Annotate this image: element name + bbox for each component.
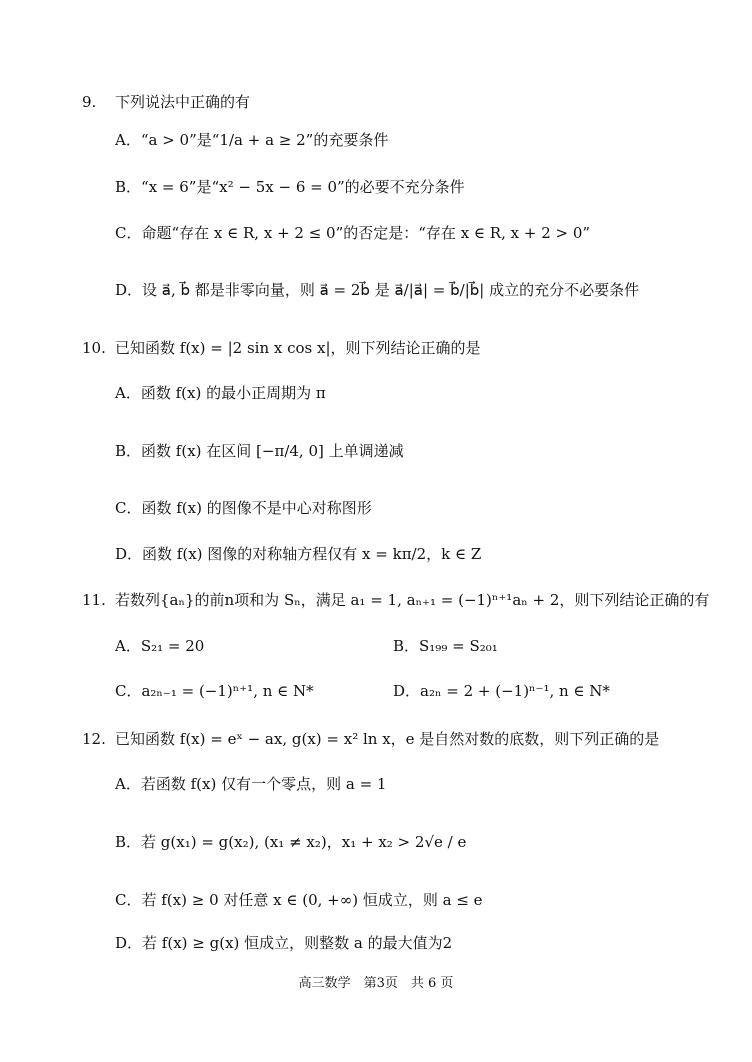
question-9-number: 9. — [82, 93, 97, 111]
question-9-stem: 下列说法中正确的有 — [115, 93, 251, 111]
question-10-option-d: D．函数 f(x) 图像的对称轴方程仅有 x = kπ/2，k ∈ Z — [115, 545, 482, 563]
question-9-option-d: D．设 a⃗, b⃗ 都是非零向量，则 a⃗ = 2b⃗ 是 a⃗/|a⃗| = b⃗/|b⃗| 成立的充分不必要条件 — [115, 281, 640, 299]
question-11-number: 11. — [82, 591, 106, 609]
question-11-option-b: B．S₁₉₉ = S₂₀₁ — [393, 637, 498, 655]
question-12-option-d: D．若 f(x) ≥ g(x) 恒成立，则整数 a 的最大值为2 — [115, 934, 453, 952]
question-9-option-c: C．命题“存在 x ∈ R, x + 2 ≤ 0”的否定是：“存在 x ∈ R, x + 2 > 0” — [115, 224, 591, 242]
question-10-option-a: A．函数 f(x) 的最小正周期为 π — [115, 384, 326, 402]
question-12-option-c: C．若 f(x) ≥ 0 对任意 x ∈ (0, +∞) 恒成立，则 a ≤ e — [115, 891, 483, 909]
question-10-option-c: C．函数 f(x) 的图像不是中心对称图形 — [115, 499, 372, 517]
question-11-option-a: A．S₂₁ = 20 — [115, 637, 205, 655]
question-10-stem: 已知函数 f(x) = |2 sin x cos x|，则下列结论正确的是 — [115, 339, 481, 357]
question-12-number: 12. — [82, 730, 106, 748]
question-11-option-d: D．a₂ₙ = 2 + (−1)ⁿ⁻¹, n ∈ N* — [393, 682, 610, 700]
question-9-option-a: A．“a > 0”是“1/a + a ≥ 2”的充要条件 — [115, 131, 389, 149]
question-10-number: 10. — [82, 339, 106, 357]
question-9-option-b: B．“x = 6”是“x² − 5x − 6 = 0”的必要不充分条件 — [115, 178, 465, 196]
question-10-option-b: B．函数 f(x) 在区间 [−π/4, 0] 上单调递减 — [115, 442, 404, 460]
question-12-option-b: B．若 g(x₁) = g(x₂), (x₁ ≠ x₂)，x₁ + x₂ > 2√e / e — [115, 833, 467, 851]
question-12-option-a: A．若函数 f(x) 仅有一个零点，则 a = 1 — [115, 775, 387, 793]
question-11-option-c: C．a₂ₙ₋₁ = (−1)ⁿ⁺¹, n ∈ N* — [115, 682, 314, 700]
page-footer: 高三数学 第3页 共 6 页 — [298, 976, 454, 991]
question-11-stem: 若数列{aₙ}的前n项和为 Sₙ，满足 a₁ = 1, aₙ₊₁ = (−1)ⁿ⁺¹aₙ + 2，则下列结论正确的有 — [115, 591, 710, 609]
question-12-stem: 已知函数 f(x) = eˣ − ax, g(x) = x² ln x，e 是自然对数的底数，则下列正确的是 — [115, 730, 660, 748]
